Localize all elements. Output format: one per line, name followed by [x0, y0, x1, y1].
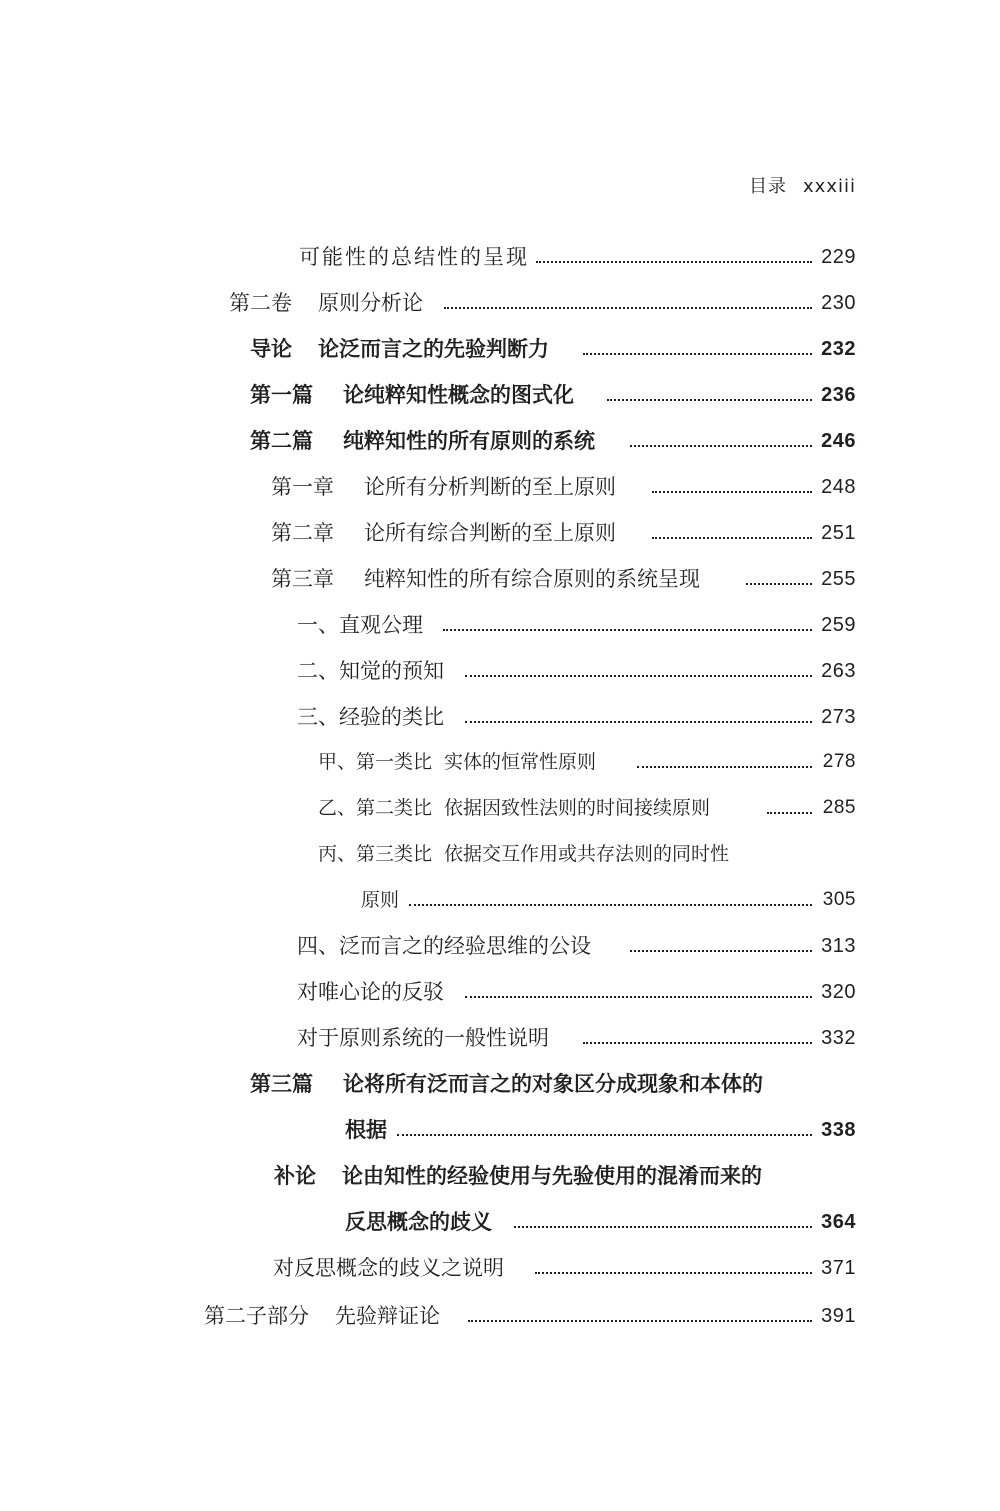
- toc-entry[interactable]: [0, 1022, 1000, 1054]
- toc-leader: [637, 766, 812, 768]
- toc-entry[interactable]: [0, 1206, 1000, 1238]
- toc-entry[interactable]: [0, 241, 1000, 273]
- toc-page-number: 251: [821, 522, 856, 544]
- toc-entry-title: 纯粹知性的所有综合原则的系统呈现: [364, 567, 700, 591]
- toc-entry-label: 原则: [361, 889, 400, 911]
- toc-entry-label: 第二子部分: [204, 1304, 309, 1328]
- toc-entry[interactable]: [0, 517, 1000, 549]
- toc-entry[interactable]: [0, 655, 1000, 687]
- toc-entry-label: 对于原则系统的一般性说明: [297, 1026, 549, 1050]
- toc-page-number: 248: [821, 476, 856, 498]
- toc-entry-label: 丙、第三类比: [318, 843, 433, 865]
- toc-leader: [514, 1226, 812, 1228]
- toc-page-number: 338: [821, 1119, 856, 1141]
- toc-entry-label: 四、泛而言之的经验思维的公设: [297, 934, 591, 958]
- toc-leader: [443, 629, 812, 631]
- toc-entry-label: 第二篇: [250, 429, 313, 453]
- toc-entry[interactable]: [0, 838, 1000, 870]
- toc-leader: [746, 583, 812, 585]
- toc-entry[interactable]: [0, 1252, 1000, 1284]
- toc-page-number: 232: [821, 338, 856, 360]
- toc-page-number: 255: [821, 568, 856, 590]
- toc-leader: [607, 399, 812, 401]
- toc-entry-label: 补论: [274, 1164, 316, 1188]
- toc-entry-label: 甲、第一类比: [318, 751, 433, 773]
- toc-leader: [535, 1272, 812, 1274]
- toc-entry-label: 对反思概念的歧义之说明: [273, 1256, 504, 1280]
- toc-entry-label: 导论: [250, 337, 292, 361]
- toc-page-number: 263: [821, 660, 856, 682]
- header-section: 目录: [749, 176, 788, 197]
- toc-entry-title: 纯粹知性的所有原则的系统: [343, 429, 595, 453]
- toc-leader: [652, 491, 812, 493]
- toc-page-number: 285: [822, 797, 856, 818]
- toc-entry-label: 第一章: [271, 475, 334, 499]
- toc-entry[interactable]: [0, 792, 1000, 824]
- toc-page-number: 320: [821, 981, 856, 1003]
- toc-page-number: 273: [821, 706, 856, 728]
- toc-entry[interactable]: [0, 1114, 1000, 1146]
- toc-entry-title: 论泛而言之的先验判断力: [318, 337, 549, 361]
- toc-leader: [536, 261, 812, 263]
- toc-entry-label: 对唯心论的反驳: [297, 980, 444, 1004]
- toc-page-number: 332: [821, 1027, 856, 1049]
- toc-entry-label: 乙、第二类比: [318, 797, 433, 819]
- toc-entry-label: 根据: [345, 1118, 387, 1142]
- toc-entry[interactable]: [0, 287, 1000, 319]
- toc-entry-title: 论纯粹知性概念的图式化: [343, 383, 574, 407]
- toc-page-number: 259: [821, 614, 856, 636]
- toc-leader: [409, 904, 812, 906]
- header-page-number: xxxiii: [803, 176, 856, 197]
- toc-entry[interactable]: [0, 1160, 1000, 1192]
- toc-entry-title: 先验辩证论: [335, 1304, 440, 1328]
- toc-page-number: 364: [821, 1211, 856, 1233]
- toc-entry-label: 第三章: [271, 567, 334, 591]
- toc-entry[interactable]: [0, 333, 1000, 365]
- toc-entry[interactable]: [0, 930, 1000, 962]
- toc-page-number: 278: [822, 751, 856, 772]
- toc-entry-label: 二、知觉的预知: [297, 659, 444, 683]
- toc-leader: [465, 675, 812, 677]
- toc-entry[interactable]: [0, 884, 1000, 916]
- toc-page-number: 230: [821, 292, 856, 314]
- toc-leader: [444, 307, 812, 309]
- toc-entry-label: 可能性的总结性的呈现: [299, 245, 529, 269]
- toc-page-number: 229: [821, 246, 856, 268]
- toc-entry-label: 反思概念的歧义: [345, 1210, 492, 1234]
- toc-entry-title: 论将所有泛而言之的对象区分成现象和本体的: [343, 1072, 763, 1096]
- toc-leader: [630, 950, 812, 952]
- toc-entry[interactable]: [0, 425, 1000, 457]
- toc-page-number: 391: [821, 1305, 856, 1327]
- toc-entry[interactable]: [0, 1068, 1000, 1100]
- toc-entry-label: 第二章: [271, 521, 334, 545]
- toc-leader: [465, 996, 812, 998]
- toc-leader: [583, 353, 812, 355]
- toc-entry-title: 论由知性的经验使用与先验使用的混淆而来的: [342, 1164, 762, 1188]
- toc-page-number: 371: [821, 1257, 856, 1279]
- toc-entry-title: 论所有分析判断的至上原则: [364, 475, 616, 499]
- toc-entry[interactable]: [0, 976, 1000, 1008]
- toc-entry-label: 三、经验的类比: [297, 705, 444, 729]
- toc-leader: [652, 537, 812, 539]
- toc-entry-label: 第一篇: [250, 383, 313, 407]
- toc-page-number: 313: [821, 935, 856, 957]
- toc-leader: [583, 1042, 812, 1044]
- toc-entry[interactable]: [0, 563, 1000, 595]
- toc-leader: [767, 812, 812, 814]
- toc-page-number: 236: [821, 384, 856, 406]
- toc-entry[interactable]: [0, 471, 1000, 503]
- toc-leader: [630, 445, 812, 447]
- toc-entry[interactable]: [0, 1300, 1000, 1332]
- toc-entry-title: 依据因致性法则的时间接续原则: [444, 797, 711, 819]
- toc-leader: [465, 721, 812, 723]
- toc-entry[interactable]: [0, 746, 1000, 778]
- toc-page-number: 305: [822, 889, 856, 910]
- toc-leader: [468, 1320, 812, 1322]
- toc-entry-title: 实体的恒常性原则: [444, 751, 597, 773]
- toc-entry-label: 一、直观公理: [297, 613, 423, 637]
- toc-entry[interactable]: [0, 609, 1000, 641]
- toc-entry[interactable]: [0, 701, 1000, 733]
- toc-entry[interactable]: [0, 379, 1000, 411]
- toc-entry-title: 依据交互作用或共存法则的同时性: [444, 843, 730, 865]
- toc-entry-label: 第二卷: [229, 291, 292, 315]
- toc-page-number: 246: [821, 430, 856, 452]
- toc-entry-title: 原则分析论: [318, 291, 423, 315]
- toc-entry-label: 第三篇: [250, 1072, 313, 1096]
- toc-leader: [397, 1134, 812, 1136]
- toc-entry-title: 论所有综合判断的至上原则: [364, 521, 616, 545]
